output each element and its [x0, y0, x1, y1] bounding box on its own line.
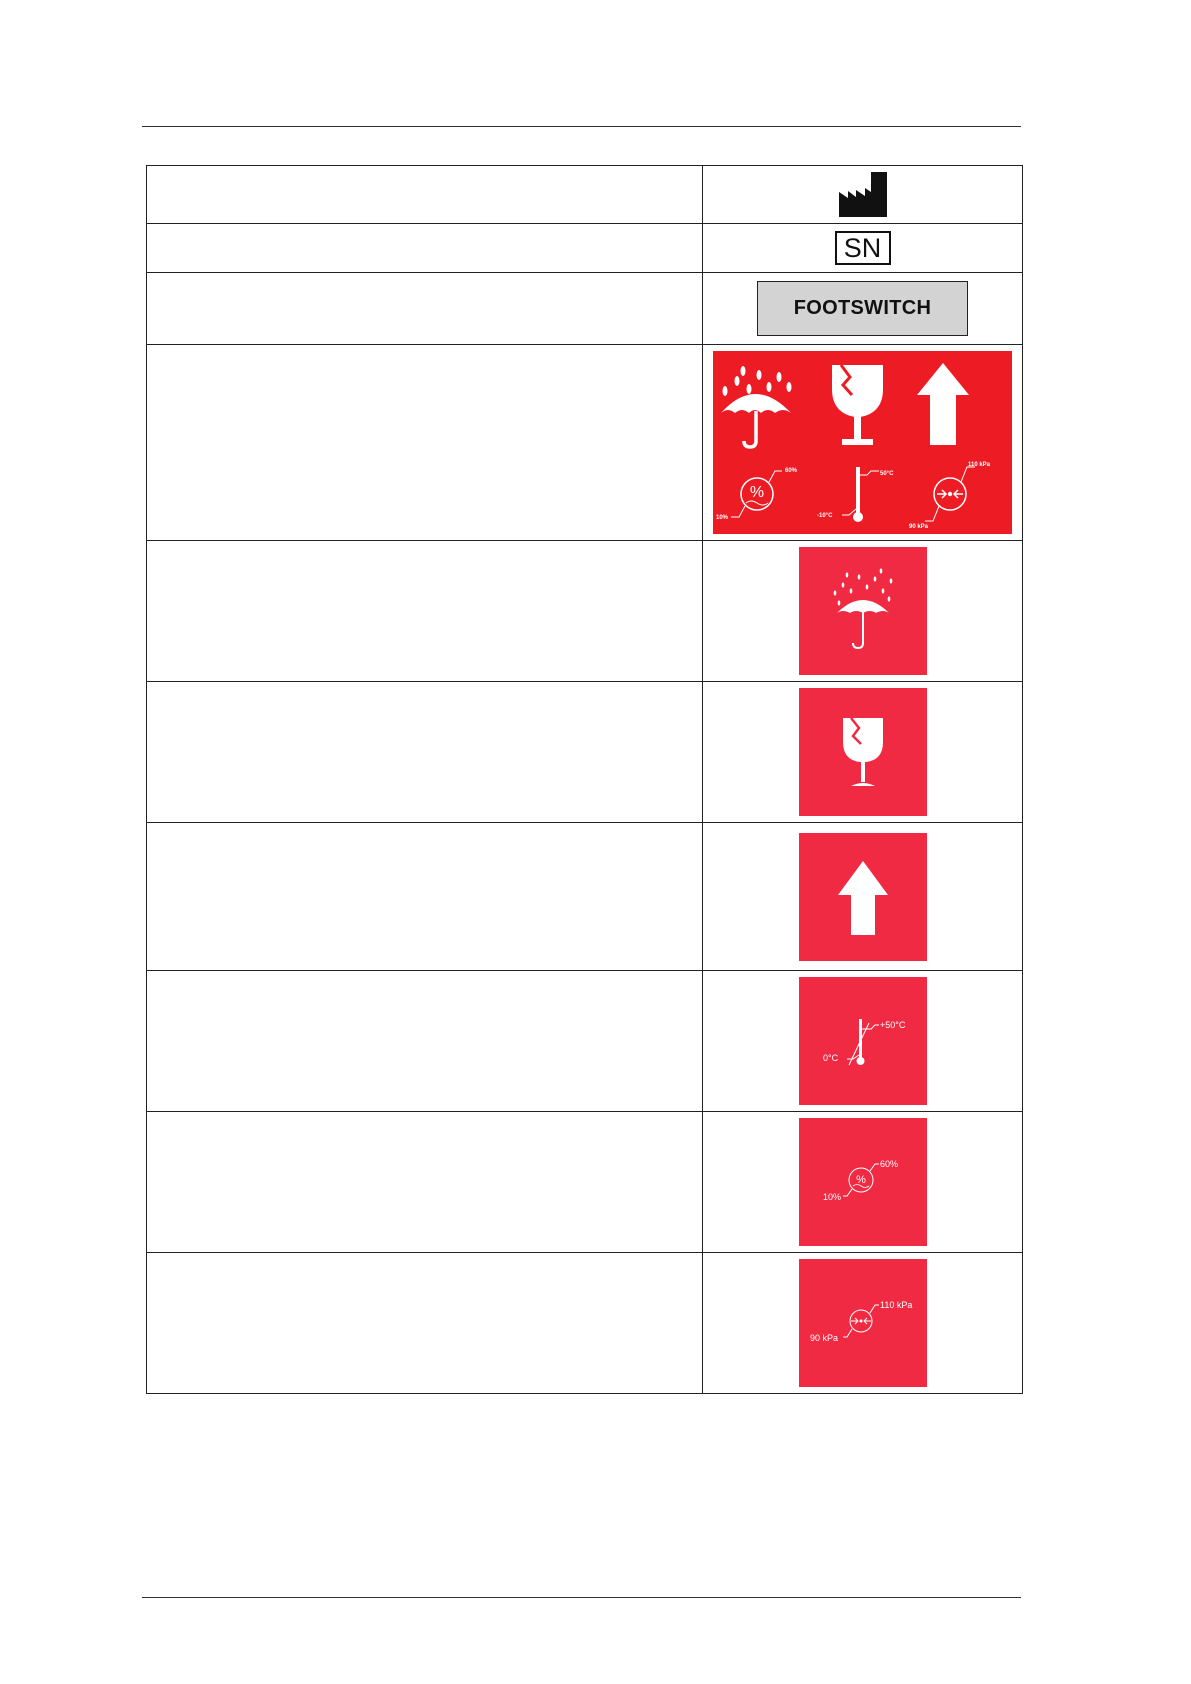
description-cell	[147, 541, 703, 682]
symbol-cell	[703, 541, 1023, 682]
temperature-min-label: 0°C	[822, 1053, 838, 1063]
humidity-min-label: 10%	[822, 1192, 841, 1202]
description-cell	[147, 682, 703, 823]
table-row	[147, 823, 1023, 971]
table-row	[147, 1253, 1023, 1394]
symbol-cell	[703, 166, 1023, 224]
symbol-cell	[703, 823, 1023, 971]
keep-dry-icon	[799, 547, 927, 675]
description-cell	[147, 1253, 703, 1394]
pressure-min-label: 90 kPa	[909, 524, 929, 530]
symbols-table	[146, 165, 1023, 1394]
symbol-cell	[703, 345, 1023, 541]
table-row	[147, 224, 1023, 273]
pressure-limit-icon	[799, 1259, 927, 1387]
humidity-max-label: 60%	[785, 468, 798, 474]
temperature-min-label: -10°C	[817, 513, 833, 519]
svg-text:%: %	[749, 484, 765, 501]
pressure-max-label: 110 kPa	[879, 1300, 912, 1310]
symbol-cell	[703, 682, 1023, 823]
humidity-max-label: 60%	[879, 1159, 898, 1169]
table-row	[147, 166, 1023, 224]
description-cell	[147, 224, 703, 273]
header-rule	[142, 126, 1021, 127]
temperature-max-label: 50°C	[880, 471, 894, 477]
this-way-up-icon	[799, 833, 927, 961]
table-row	[147, 971, 1023, 1112]
svg-text:%: %	[855, 1174, 866, 1186]
manufacturer-icon	[839, 172, 887, 217]
table-row	[147, 345, 1023, 541]
footswitch-label: FOOTSWITCH	[757, 281, 968, 336]
symbol-cell	[703, 1112, 1023, 1253]
symbol-cell	[703, 971, 1023, 1112]
pressure-max-label: 110 kPa	[968, 462, 991, 468]
fragile-icon	[799, 688, 927, 816]
symbol-cell	[703, 273, 1023, 345]
description-cell	[147, 823, 703, 971]
pressure-min-label: 90 kPa	[809, 1333, 838, 1343]
description-cell	[147, 345, 703, 541]
table-row	[147, 273, 1023, 345]
serial-number-icon: SN	[835, 231, 891, 265]
footer-rule	[142, 1597, 1021, 1598]
table-row	[147, 541, 1023, 682]
description-cell	[147, 971, 703, 1112]
packaging-label-icon	[713, 351, 1012, 534]
temperature-limit-icon	[799, 977, 927, 1105]
humidity-min-label: 10%	[716, 515, 729, 521]
description-cell	[147, 273, 703, 345]
temperature-max-label: +50°C	[879, 1020, 905, 1030]
table-row	[147, 682, 1023, 823]
symbol-cell	[703, 224, 1023, 273]
symbol-cell	[703, 1253, 1023, 1394]
description-cell	[147, 1112, 703, 1253]
table-row	[147, 1112, 1023, 1253]
description-cell	[147, 166, 703, 224]
humidity-limit-icon	[799, 1118, 927, 1246]
